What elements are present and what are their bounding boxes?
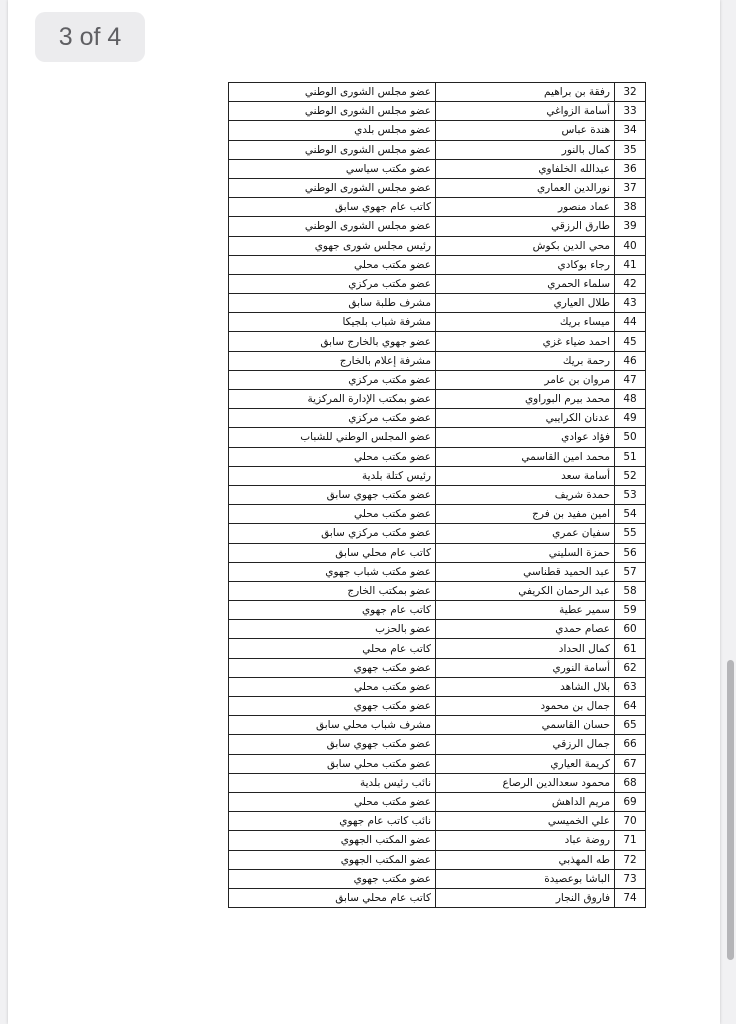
table-row: [229, 677, 646, 696]
member-role: كاتب عام محلي: [229, 639, 436, 658]
member-role: عضو مجلس الشورى الوطني: [229, 140, 436, 159]
member-role: عضو مكتب محلي سابق: [229, 754, 436, 773]
member-role: عضو مكتب جهوي: [229, 697, 436, 716]
table-row: [229, 255, 646, 274]
member-role: عضو المكتب الجهوي: [229, 831, 436, 850]
table-row: [229, 869, 646, 888]
member-role: كاتب عام جهوي: [229, 601, 436, 620]
row-number: 53: [615, 485, 646, 504]
table-row: [229, 792, 646, 811]
member-name: احمد ضياء غزي: [436, 332, 615, 351]
table-row: [229, 102, 646, 121]
member-role: عضو مكتب جهوي سابق: [229, 735, 436, 754]
row-number: 32: [615, 83, 646, 102]
member-name: نورالدين العماري: [436, 178, 615, 197]
member-role: كاتب عام محلي سابق: [229, 543, 436, 562]
table-row: [229, 274, 646, 293]
table-row: [229, 601, 646, 620]
row-number: 44: [615, 313, 646, 332]
member-name: حمزة السليني: [436, 543, 615, 562]
table-row: [229, 390, 646, 409]
member-name: عبد الحميد قطناسي: [436, 562, 615, 581]
table-row: [229, 831, 646, 850]
member-name: الباشا بوعصيدة: [436, 869, 615, 888]
row-number: 56: [615, 543, 646, 562]
row-number: 37: [615, 178, 646, 197]
member-name: سمير عطية: [436, 601, 615, 620]
table-row: [229, 505, 646, 524]
table-row: [229, 735, 646, 754]
member-role: عضو مكتب محلي: [229, 792, 436, 811]
table-row: [229, 83, 646, 102]
member-name: حمدة شريف: [436, 485, 615, 504]
member-name: محمد امين القاسمي: [436, 447, 615, 466]
member-role: عضو جهوي بالخارج سابق: [229, 332, 436, 351]
member-name: رجاء بوكادي: [436, 255, 615, 274]
member-role: عضو مكتب سياسي: [229, 159, 436, 178]
row-number: 35: [615, 140, 646, 159]
member-role: عضو مكتب مركزي: [229, 409, 436, 428]
table-row: [229, 198, 646, 217]
table-row: [229, 159, 646, 178]
row-number: 38: [615, 198, 646, 217]
member-name: حسان القاسمي: [436, 716, 615, 735]
member-name: محي الدين بكوش: [436, 236, 615, 255]
member-name: بلال الشاهد: [436, 677, 615, 696]
member-role: رئيس مجلس شورى جهوي: [229, 236, 436, 255]
table-row: [229, 178, 646, 197]
row-number: 50: [615, 428, 646, 447]
member-name: فؤاد عوادي: [436, 428, 615, 447]
member-name: طلال العياري: [436, 294, 615, 313]
row-number: 62: [615, 658, 646, 677]
member-role: عضو مكتب جهوي سابق: [229, 485, 436, 504]
row-number: 33: [615, 102, 646, 121]
member-role: عضو مكتب شباب جهوي: [229, 562, 436, 581]
row-number: 63: [615, 677, 646, 696]
row-number: 49: [615, 409, 646, 428]
table-row: [229, 351, 646, 370]
table-row: [229, 294, 646, 313]
row-number: 34: [615, 121, 646, 140]
table-row: [229, 716, 646, 735]
table-row: [229, 466, 646, 485]
table-row: [229, 217, 646, 236]
member-name: ميساء بريك: [436, 313, 615, 332]
table-row: [229, 370, 646, 389]
member-name: عبدالله الخلفاوي: [436, 159, 615, 178]
member-name: امين مفيد بن فرج: [436, 505, 615, 524]
member-name: كمال بالنور: [436, 140, 615, 159]
member-role: عضو مكتب جهوي: [229, 658, 436, 677]
member-name: محمد بيرم البوراوي: [436, 390, 615, 409]
member-role: كاتب عام محلي سابق: [229, 888, 436, 907]
member-name: عصام حمدي: [436, 620, 615, 639]
member-role: نائب رئيس بلدية: [229, 773, 436, 792]
table-row: [229, 140, 646, 159]
row-number: 42: [615, 274, 646, 293]
member-role: عضو مكتب مركزي: [229, 274, 436, 293]
table-row: [229, 639, 646, 658]
row-number: 61: [615, 639, 646, 658]
row-number: 59: [615, 601, 646, 620]
row-number: 36: [615, 159, 646, 178]
row-number: 69: [615, 792, 646, 811]
member-name: أسامة سعد: [436, 466, 615, 485]
member-role: مشرفة شباب بلجيكا: [229, 313, 436, 332]
member-role: مشرف طلبة سابق: [229, 294, 436, 313]
row-number: 40: [615, 236, 646, 255]
member-name: جمال الرزقي: [436, 735, 615, 754]
member-name: سفيان عمري: [436, 524, 615, 543]
row-number: 64: [615, 697, 646, 716]
member-role: عضو المكتب الجهوي: [229, 850, 436, 869]
row-number: 74: [615, 888, 646, 907]
member-role: عضو مكتب جهوي: [229, 869, 436, 888]
row-number: 68: [615, 773, 646, 792]
row-number: 66: [615, 735, 646, 754]
member-name: هندة عباس: [436, 121, 615, 140]
row-number: 60: [615, 620, 646, 639]
member-role: عضو مكتب محلي: [229, 447, 436, 466]
table-row: [229, 697, 646, 716]
table-row: [229, 754, 646, 773]
row-number: 47: [615, 370, 646, 389]
row-number: 48: [615, 390, 646, 409]
table-row: [229, 121, 646, 140]
member-name: أسامة الزواغي: [436, 102, 615, 121]
row-number: 57: [615, 562, 646, 581]
member-name: رحمة بريك: [436, 351, 615, 370]
table-row: [229, 524, 646, 543]
member-role: نائب كاتب عام جهوي: [229, 812, 436, 831]
member-name: علي الخميسي: [436, 812, 615, 831]
table-row: [229, 313, 646, 332]
member-name: مروان بن عامر: [436, 370, 615, 389]
table-row: [229, 332, 646, 351]
member-name: أسامة النوري: [436, 658, 615, 677]
row-number: 41: [615, 255, 646, 274]
page-indicator: 3 of 4: [35, 12, 145, 62]
member-role: عضو مكتب محلي: [229, 255, 436, 274]
table-row: [229, 409, 646, 428]
member-role: عضو مجلس بلدي: [229, 121, 436, 140]
member-role: مشرف شباب محلي سابق: [229, 716, 436, 735]
row-number: 72: [615, 850, 646, 869]
member-name: عماد منصور: [436, 198, 615, 217]
member-name: فاروق النجار: [436, 888, 615, 907]
scrollbar-thumb[interactable]: [727, 660, 734, 960]
row-number: 58: [615, 581, 646, 600]
row-number: 73: [615, 869, 646, 888]
row-number: 43: [615, 294, 646, 313]
table-row: [229, 428, 646, 447]
member-name: طارق الرزقي: [436, 217, 615, 236]
table-row: [229, 620, 646, 639]
row-number: 54: [615, 505, 646, 524]
row-number: 55: [615, 524, 646, 543]
member-role: رئيس كتلة بلدية: [229, 466, 436, 485]
row-number: 65: [615, 716, 646, 735]
member-role: عضو مكتب مركزي: [229, 370, 436, 389]
members-table: [228, 82, 646, 908]
table-row: [229, 447, 646, 466]
member-name: جمال بن محمود: [436, 697, 615, 716]
member-name: رفقة بن براهيم: [436, 83, 615, 102]
member-role: كاتب عام جهوي سابق: [229, 198, 436, 217]
row-number: 52: [615, 466, 646, 485]
table-row: [229, 812, 646, 831]
table-row: [229, 773, 646, 792]
row-number: 71: [615, 831, 646, 850]
table-row: [229, 236, 646, 255]
member-role: عضو بمكتب الخارج: [229, 581, 436, 600]
member-role: عضو المجلس الوطني للشباب: [229, 428, 436, 447]
row-number: 39: [615, 217, 646, 236]
member-name: عبد الرحمان الكريفي: [436, 581, 615, 600]
member-role: عضو مجلس الشورى الوطني: [229, 83, 436, 102]
table-row: [229, 562, 646, 581]
member-name: كمال الحداد: [436, 639, 615, 658]
member-role: عضو بالحزب: [229, 620, 436, 639]
row-number: 46: [615, 351, 646, 370]
table-row: [229, 658, 646, 677]
row-number: 45: [615, 332, 646, 351]
member-name: طه المهذبي: [436, 850, 615, 869]
member-name: كريمة العياري: [436, 754, 615, 773]
table-row: [229, 543, 646, 562]
table-row: [229, 850, 646, 869]
member-name: عدنان الكرايبي: [436, 409, 615, 428]
member-role: مشرفة إعلام بالخارج: [229, 351, 436, 370]
row-number: 67: [615, 754, 646, 773]
row-number: 51: [615, 447, 646, 466]
member-name: روضة عباد: [436, 831, 615, 850]
member-role: عضو بمكتب الإدارة المركزية: [229, 390, 436, 409]
member-name: سلماء الحمري: [436, 274, 615, 293]
member-role: عضو مكتب محلي: [229, 505, 436, 524]
table-row: [229, 485, 646, 504]
member-name: مريم الداهش: [436, 792, 615, 811]
table-row: [229, 581, 646, 600]
member-name: محمود سعدالدين الرصاع: [436, 773, 615, 792]
row-number: 70: [615, 812, 646, 831]
table-row: [229, 888, 646, 907]
member-role: عضو مجلس الشورى الوطني: [229, 178, 436, 197]
member-role: عضو مجلس الشورى الوطني: [229, 217, 436, 236]
member-role: عضو مجلس الشورى الوطني: [229, 102, 436, 121]
member-role: عضو مكتب مركزي سابق: [229, 524, 436, 543]
member-role: عضو مكتب محلي: [229, 677, 436, 696]
